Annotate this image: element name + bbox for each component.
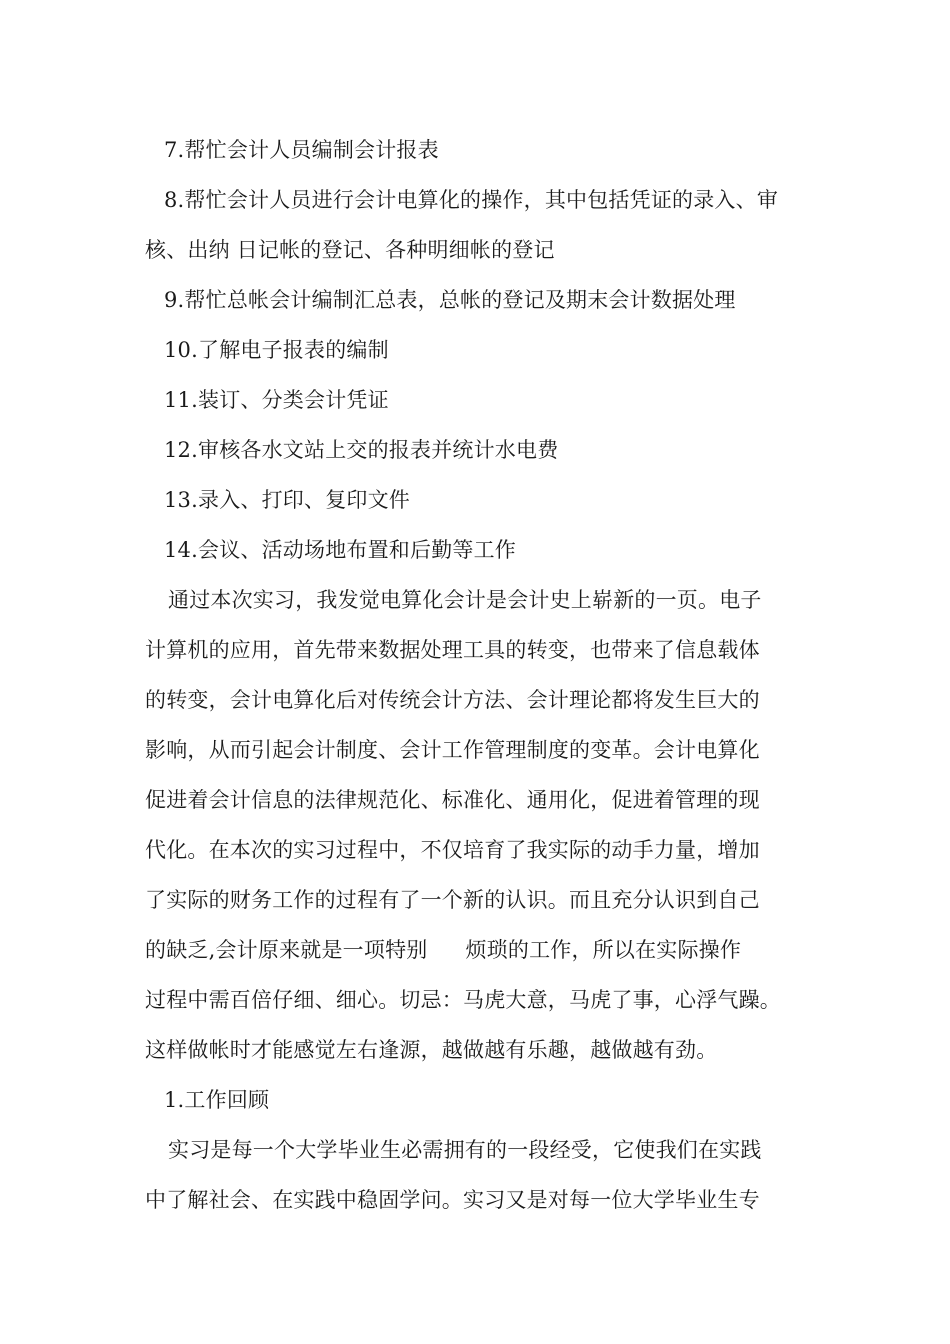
- section-heading: 1.工作回顾: [164, 1088, 270, 1112]
- paragraph-line: 影响，从而引起会计制度、会计工作管理制度的变革。会计电算化: [145, 738, 760, 762]
- paragraph-line: 促进着会计信息的法律规范化、标准化、通用化，促进着管理的现: [145, 788, 760, 812]
- paragraph-line-part-2: 烦琐的工作，所以在实际操作: [465, 938, 742, 962]
- paragraph-line: 通过本次实习，我发觉电算化会计是会计史上崭新的一页。电子: [168, 588, 762, 612]
- list-item-7: 7.帮忙会计人员编制会计报表: [164, 138, 439, 162]
- paragraph-line: 的转变，会计电算化后对传统会计方法、会计理论都将发生巨大的: [145, 688, 760, 712]
- list-item-14: 14.会议、活动场地布置和后勤等工作: [164, 538, 516, 562]
- paragraph-line: 代化。在本次的实习过程中，不仅培育了我实际的动手力量，增加: [145, 838, 760, 862]
- list-item-10: 10.了解电子报表的编制: [164, 338, 389, 362]
- paragraph-line: 实习是每一个大学毕业生必需拥有的一段经受，它使我们在实践: [168, 1138, 762, 1162]
- list-item-8-line-2: 核、出纳 日记帐的登记、各种明细帐的登记: [145, 238, 555, 262]
- list-item-13: 13.录入、打印、复印文件: [164, 488, 410, 512]
- paragraph-line: 了实际的财务工作的过程有了一个新的认识。而且充分认识到自己: [145, 888, 760, 912]
- paragraph-line-part-1: 的缺乏,会计原来就是一项特别: [145, 938, 428, 962]
- list-item-8-line-1: 8.帮忙会计人员进行会计电算化的操作，其中包括凭证的录入、审: [164, 188, 779, 212]
- paragraph-line: 计算机的应用，首先带来数据处理工具的转变，也带来了信息载体: [145, 638, 760, 662]
- list-item-12: 12.审核各水文站上交的报表并统计水电费: [164, 438, 559, 462]
- list-item-11: 11.装订、分类会计凭证: [164, 388, 389, 412]
- paragraph-line: 这样做帐时才能感觉左右逢源，越做越有乐趣，越做越有劲。: [145, 1038, 718, 1062]
- paragraph-line: [145, 935, 825, 965]
- paragraph-line: 过程中需百倍仔细、细心。切忌：马虎大意，马虎了事，心浮气躁。: [145, 988, 781, 1012]
- paragraph-line: 中了解社会、在实践中稳固学问。实习又是对每一位大学毕业生专: [145, 1188, 760, 1212]
- list-item-9: 9.帮忙总帐会计编制汇总表，总帐的登记及期末会计数据处理: [164, 288, 736, 312]
